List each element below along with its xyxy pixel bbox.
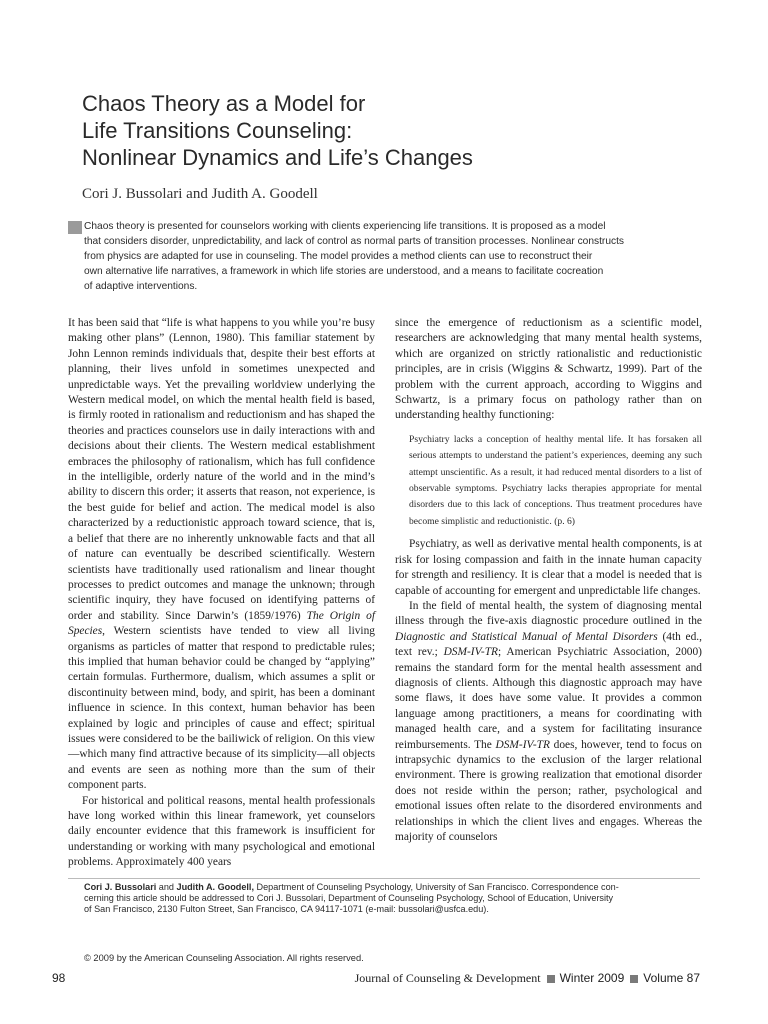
volume-label: Volume 87 xyxy=(643,971,700,985)
paragraph-text: ; American Psychiatric Association, 2000) remains the standard form for the mental health assessment and diagnosis of clients. Although this diagnostic approach may have some flaws, it does have some value. It provides a common language among practitioners, a means for coordinating with managed health care, and a system for facilitating insurance reimbursements. The xyxy=(395,646,702,751)
abstract-line: of adaptive interventions. xyxy=(84,281,198,293)
paragraph-text: , Western scientists have tended to view all living organisms as particles of matter that respond to predictable rules; this implied that human behavior could be changed by “applying” certain formulas. Furthermore, dualism, which assumes a split or discontinuity between mind, body, and spirit, has been a dominant influence in science. In this context, human behavior has been explained by logic and principles of cause and effect; spiritual issues were considered to be the bailiwick of religion. On this view—which many find attractive because of its simplicity—all objects and events are seen as nothing more than the sum of their component parts. xyxy=(68,625,375,792)
abstract-marker-square xyxy=(68,221,82,234)
copyright-notice: © 2009 by the American Counseling Association. All rights reserved. xyxy=(84,953,364,963)
body-paragraph: Psychiatry, as well as derivative mental health components, is at risk for losing compassion and faith in the innate human capacity for strength and resiliency. It is clear that a model is needed that is capable of accounting for emergent and unpredictable life changes. xyxy=(395,538,702,597)
body-column-left xyxy=(68,316,375,871)
article-header xyxy=(82,90,702,171)
title-line: Chaos Theory as a Model for xyxy=(82,91,366,116)
manual-abbrev: DSM-IV-TR xyxy=(443,646,498,659)
footnote-line: cerning this article should be addressed to Cori J. Bussolari, Department of Counseling Psychology, School of Education, University xyxy=(84,893,614,904)
body-paragraph xyxy=(395,599,702,846)
author-footnote xyxy=(84,882,700,916)
manual-abbrev: DSM-IV-TR xyxy=(495,738,550,751)
separator-square xyxy=(630,975,638,983)
page-number: 98 xyxy=(52,971,66,985)
abstract-line: own alternative life narratives, a framework in which life stories are understood, and a means to facilitate cocreation xyxy=(84,266,604,278)
book-title: The Origin of Species xyxy=(68,609,375,638)
footnote-text: Department of Counseling Psychology, University of San Francisco. Correspondence con- xyxy=(253,882,619,892)
abstract-line: that considers disorder, unpredictability, and lack of control as normal parts of transition processes. Nonlinear constructs xyxy=(84,236,625,248)
paragraph-text: In the field of mental health, the system of diagnosing mental illness through the five-axis diagnostic procedure outlined in the xyxy=(395,599,702,628)
article-authors: Cori J. Bussolari and Judith A. Goodell xyxy=(82,186,318,202)
footnote-author: Cori J. Bussolari xyxy=(84,882,157,892)
block-quote: Psychiatry lacks a conception of healthy mental life. It has forsaken all serious attempts to understand the patient’s experiences, deeming any such attempt unscientific. As a result, it had reduced mental disorders to a list of observable symptoms. Psychiatry lacks therapies appropriate for mental disorders due to this lack of conceptions. Thus treatment procedures have become simplistic and reductionistic. (p. 6) xyxy=(409,433,702,527)
body-column-right xyxy=(395,316,702,845)
separator-square xyxy=(547,975,555,983)
article-title xyxy=(82,90,702,171)
running-footer xyxy=(355,971,700,986)
footnote-divider xyxy=(68,878,700,879)
body-paragraph: For historical and political reasons, mental health professionals have long worked within this linear framework, yet counselors daily encounter evidence that this framework is insufficient for understanding or working with many psychological and emotional problems. Approximately 400 years xyxy=(68,794,375,869)
journal-name: Journal of Counseling & Development xyxy=(354,971,541,985)
abstract xyxy=(84,219,699,294)
footnote-author: Judith A. Goodell, xyxy=(176,882,254,892)
footnote-line xyxy=(84,882,700,893)
title-line: Life Transitions Counseling: xyxy=(82,118,353,143)
abstract-line: from physics are adapted for use in counseling. The model provides a method clients can use to reconstruct their xyxy=(84,251,593,263)
manual-title: Diagnostic and Statistical Manual of Mental Disorders xyxy=(395,630,658,643)
paragraph-text: does, however, tend to focus on intrapsychic dynamics to the exclusion of the larger relational environment. There is growing realization that emotional disorder does not reside within the person; rather, psychological and emotional issues often relate to the disordered environments and relationships in which the client lives and engages. Whereas the majority of counselors xyxy=(395,738,702,843)
footnote-line: of San Francisco, 2130 Fulton Street, San Francisco, CA 94117-1071 (e-mail: bussolari@usfca.edu). xyxy=(84,904,489,915)
title-line: Nonlinear Dynamics and Life’s Changes xyxy=(82,145,473,170)
issue-label: Winter 2009 xyxy=(559,971,625,985)
footnote-conjunction: and xyxy=(156,882,177,892)
paragraph-text: It has been said that “life is what happens to you while you’re busy making other plans” (Lennon, 1980). This familiar statement by John Lennon reminds individuals that, despite their best efforts at planning, their lives unfold in sometimes unexpected and unpredictable ways. Yet the prevailing worldview underlying the Western medical model, on which the mental health field is based, is firmly rooted in rationalism and reductionism and has shaped the theories and practices counselors use in daily interactions with and decisions about their clients. The Western medical establishment embraces the philosophy of rationalism, which has full confidence in the intelligible, orderly nature of the world and in the mind’s ability to discern this order; it asserts that reason, not experience, is the best guide for belief and action. The medical model is also characterized by a reductionistic approach toward science, that is, a belief that there are no inherently unknowable facts and that all of nature can eventually be described scientifically. Western scientists have traditionally used rationalism and linear thought processes to predict outcomes and manage the unknown; through scientific inquiry, they have focused on identifying patterns of order and stability. Since Darwin’s (1859/1976) xyxy=(68,317,375,622)
paragraph-text: (4th ed., text rev.; xyxy=(395,630,702,659)
body-paragraph: since the emergence of reductionism as a scientific model, researchers are acknowledging that many mental health systems, which are organized on strictly rationalistic and reductionistic principles, are in crisis (Wiggins & Schwartz, 1999). Part of the problem with the current approach, according to Wiggins and Schwartz, is a primary focus on pathology rather than on understanding healthy functioning: xyxy=(395,317,702,422)
abstract-line: Chaos theory is presented for counselors working with clients experiencing life transitions. It is proposed as a model xyxy=(84,221,606,232)
body-paragraph xyxy=(68,316,375,794)
